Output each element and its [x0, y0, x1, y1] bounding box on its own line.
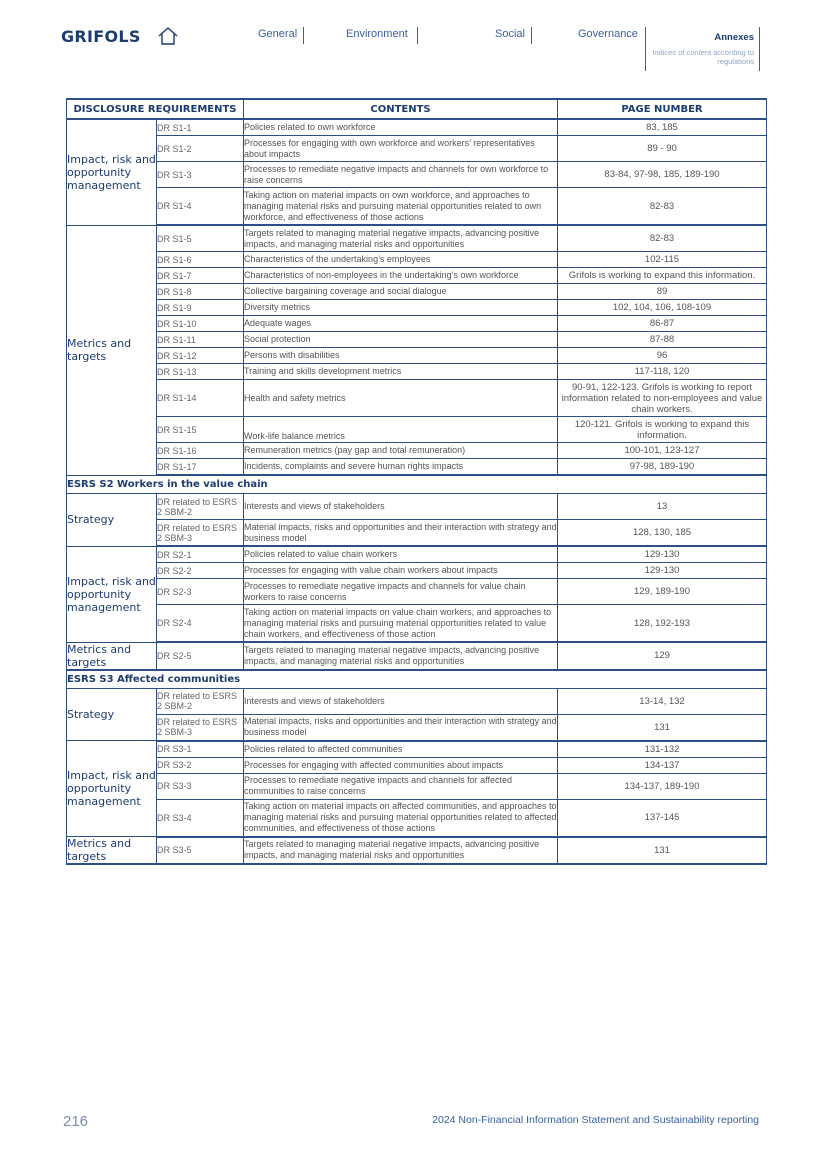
page-ref[interactable]: 96 [558, 348, 767, 364]
page-ref[interactable]: 102, 104, 106, 108-109 [558, 300, 767, 316]
dr-code: DR S1-6 [157, 252, 244, 268]
dr-code: DR related to ESRS 2 SBM-3 [157, 520, 244, 547]
section-row [67, 670, 767, 689]
dr-content: Interests and views of stakeholders [244, 494, 558, 520]
dr-content: Material impacts, risks and opportunities and their interaction with strategy and business model [244, 714, 558, 741]
table-row [67, 364, 767, 380]
nav-divider [759, 27, 760, 71]
dr-content: Targets related to managing material negative impacts, advancing positive impacts, and managing material risks and opportunities [244, 642, 558, 670]
table-row [67, 332, 767, 348]
dr-content: Taking action on material impacts on value chain workers, and approaches to managing material risks and pursuing material opportunities related to value chain workers, and effectiveness of those action [244, 605, 558, 643]
page-ref[interactable]: 82-83 [558, 188, 767, 226]
table-row [67, 520, 767, 547]
dr-content: Processes for engaging with own workforce and workers’ representatives about impacts [244, 136, 558, 162]
dr-content: Interests and views of stakeholders [244, 688, 558, 714]
dr-code: DR related to ESRS 2 SBM-2 [157, 494, 244, 520]
dr-content: Processes to remediate negative impacts and channels for own workforce to raise concerns [244, 162, 558, 188]
table-row [67, 252, 767, 268]
page-ref[interactable]: 129-130 [558, 546, 767, 563]
table-row [67, 546, 767, 563]
dr-content: Policies related to affected communities [244, 741, 558, 758]
dr-code: DR S3-4 [157, 799, 244, 837]
page-ref[interactable]: Grifols is working to expand this information. [558, 268, 767, 284]
table-row [67, 162, 767, 188]
page-ref[interactable]: 131 [558, 714, 767, 741]
dr-code: DR S1-2 [157, 136, 244, 162]
dr-code: DR S3-1 [157, 741, 244, 758]
page-ref[interactable]: 131 [558, 837, 767, 865]
dr-code: DR related to ESRS 2 SBM-3 [157, 714, 244, 741]
group-label: Strategy [67, 494, 157, 547]
dr-content: Work-life balance metrics [244, 417, 558, 443]
dr-content: Processes for engaging with value chain workers about impacts [244, 563, 558, 579]
dr-code: DR S2-4 [157, 605, 244, 643]
section-title: ESRS S2 Workers in the value chain [67, 475, 767, 494]
dr-code: DR S1-3 [157, 162, 244, 188]
dr-code: DR S2-5 [157, 642, 244, 670]
col-header-contents: CONTENTS [244, 99, 558, 119]
dr-content: Diversity metrics [244, 300, 558, 316]
dr-code: DR S1-13 [157, 364, 244, 380]
dr-content: Health and safety metrics [244, 380, 558, 417]
nav-annexes-subtitle[interactable]: Indices of content according to regulations [652, 48, 754, 66]
dr-code: DR S2-2 [157, 563, 244, 579]
dr-code: DR S2-3 [157, 579, 244, 605]
dr-code: DR S1-14 [157, 380, 244, 417]
page-ref[interactable]: 83-84, 97-98, 185, 189-190 [558, 162, 767, 188]
dr-content: Collective bargaining coverage and social dialogue [244, 284, 558, 300]
table-row [67, 494, 767, 520]
dr-code: DR related to ESRS 2 SBM-2 [157, 688, 244, 714]
table-row [67, 579, 767, 605]
page-ref[interactable]: 86-87 [558, 316, 767, 332]
dr-content: Social protection [244, 332, 558, 348]
page-ref[interactable]: 134-137, 189-190 [558, 773, 767, 799]
dr-content: Policies related to value chain workers [244, 546, 558, 563]
page-ref[interactable]: 82-83 [558, 225, 767, 252]
page-ref[interactable]: 129, 189-190 [558, 579, 767, 605]
nav-governance[interactable]: Governance [578, 28, 638, 40]
page-ref[interactable]: 100-101, 123-127 [558, 443, 767, 459]
group-label: Strategy [67, 688, 157, 741]
nav-social[interactable]: Social [495, 28, 525, 40]
table-row [67, 417, 767, 443]
table-row [67, 316, 767, 332]
col-header-disclosure: DISCLOSURE REQUIREMENTS [67, 99, 244, 119]
table-row [67, 348, 767, 364]
page-ref[interactable]: 131-132 [558, 741, 767, 758]
nav-environment[interactable]: Environment [346, 28, 408, 40]
dr-code: DR S1-10 [157, 316, 244, 332]
dr-code: DR S1-8 [157, 284, 244, 300]
group-label: Metrics and targets [67, 837, 157, 865]
dr-content: Incidents, complaints and severe human rights impacts [244, 459, 558, 476]
nav-divider [417, 27, 418, 44]
report-title: 2024 Non-Financial Information Statement and Sustainability reporting [432, 1114, 759, 1126]
page-ref[interactable]: 128, 192-193 [558, 605, 767, 643]
table-row [67, 380, 767, 417]
dr-code: DR S1-15 [157, 417, 244, 443]
table-row [67, 225, 767, 252]
dr-content: Adequate wages [244, 316, 558, 332]
table-row [67, 642, 767, 670]
table-row [67, 459, 767, 476]
table-row [67, 268, 767, 284]
home-icon[interactable] [157, 25, 179, 47]
table-row [67, 300, 767, 316]
table-row [67, 757, 767, 773]
page-ref[interactable]: 83, 185 [558, 119, 767, 136]
grifols-logo[interactable]: GRIFOLS [61, 27, 141, 46]
page-number: 216 [63, 1113, 89, 1130]
dr-code: DR S1-12 [157, 348, 244, 364]
table-row [67, 714, 767, 741]
table-row [67, 443, 767, 459]
dr-content: Targets related to managing material negative impacts, advancing positive impacts, and managing material risks and opportunities [244, 225, 558, 252]
group-label: Metrics and targets [67, 642, 157, 670]
nav-general[interactable]: General [258, 28, 298, 40]
table-row [67, 284, 767, 300]
dr-content: Taking action on material impacts on affected communities, and approaches to managing material risks and pursuing material opportunities related to affected communities, and effectiveness of those actions [244, 799, 558, 837]
table-row [67, 837, 767, 865]
group-label: Impact, risk and opportunity management [67, 119, 157, 225]
page-ref[interactable]: 89 [558, 284, 767, 300]
table-row [67, 799, 767, 837]
page-ref[interactable]: 137-145 [558, 799, 767, 837]
table-row [67, 136, 767, 162]
col-header-page-number: PAGE NUMBER [558, 99, 767, 119]
dr-code: DR S3-3 [157, 773, 244, 799]
group-label: Metrics and targets [67, 225, 157, 475]
table-row [67, 605, 767, 643]
dr-code: DR S2-1 [157, 546, 244, 563]
group-label: Impact, risk and opportunity management [67, 546, 157, 642]
nav-annexes[interactable]: Annexes [714, 32, 754, 43]
section-row [67, 475, 767, 494]
dr-code: DR S1-7 [157, 268, 244, 284]
page-ref[interactable]: 129 [558, 642, 767, 670]
dr-content: Processes to remediate negative impacts and channels for affected communities to raise concerns [244, 773, 558, 799]
dr-code: DR S3-2 [157, 757, 244, 773]
page-ref[interactable]: 120-121. Grifols is working to expand this information. [558, 417, 767, 443]
dr-code: DR S1-4 [157, 188, 244, 226]
page-ref[interactable]: 13-14, 132 [558, 688, 767, 714]
dr-content: Persons with disabilities [244, 348, 558, 364]
nav-divider [531, 27, 532, 44]
dr-content: Policies related to own workforce [244, 119, 558, 136]
dr-content: Training and skills development metrics [244, 364, 558, 380]
dr-code: DR S1-5 [157, 225, 244, 252]
dr-content: Material impacts, risks and opportunities and their interaction with strategy and business model [244, 520, 558, 547]
dr-content: Remuneration metrics (pay gap and total remuneration) [244, 443, 558, 459]
page-ref[interactable]: 13 [558, 494, 767, 520]
table-row [67, 563, 767, 579]
page-ref[interactable]: 117-118, 120 [558, 364, 767, 380]
page-ref[interactable]: 129-130 [558, 563, 767, 579]
table-row [67, 688, 767, 714]
table-row [67, 188, 767, 226]
dr-content: Targets related to managing material negative impacts, advancing positive impacts, and managing material risks and opportunities [244, 837, 558, 865]
page-ref[interactable]: 102-115 [558, 252, 767, 268]
dr-code: DR S1-16 [157, 443, 244, 459]
dr-code: DR S1-17 [157, 459, 244, 476]
page-ref[interactable]: 128, 130, 185 [558, 520, 767, 547]
page-ref[interactable]: 87-88 [558, 332, 767, 348]
page-ref[interactable]: 89 - 90 [558, 136, 767, 162]
dr-content: Taking action on material impacts on own workforce, and approaches to managing material risks and pursuing material opportunities related to own workforce, and effectiveness of those actions [244, 188, 558, 226]
group-label: Impact, risk and opportunity management [67, 741, 157, 837]
page-ref[interactable]: 134-137 [558, 757, 767, 773]
dr-content: Processes for engaging with affected communities about impacts [244, 757, 558, 773]
disclosure-table [66, 98, 767, 865]
dr-content: Characteristics of non-employees in the undertaking’s own workforce [244, 268, 558, 284]
table-header-row [67, 99, 767, 119]
table-row [67, 773, 767, 799]
dr-code: DR S1-1 [157, 119, 244, 136]
dr-content: Processes to remediate negative impacts and channels for value chain workers to raise concerns [244, 579, 558, 605]
dr-code: DR S1-9 [157, 300, 244, 316]
table-row [67, 119, 767, 136]
table-row [67, 741, 767, 758]
page-ref[interactable]: 90-91, 122-123. Grifols is working to report information related to non-employees and value chain workers. [558, 380, 767, 417]
dr-content: Characteristics of the undertaking’s employees [244, 252, 558, 268]
nav-divider [303, 27, 304, 44]
section-title: ESRS S3 Affected communities [67, 670, 767, 689]
dr-code: DR S3-5 [157, 837, 244, 865]
page-ref[interactable]: 97-98, 189-190 [558, 459, 767, 476]
dr-code: DR S1-11 [157, 332, 244, 348]
